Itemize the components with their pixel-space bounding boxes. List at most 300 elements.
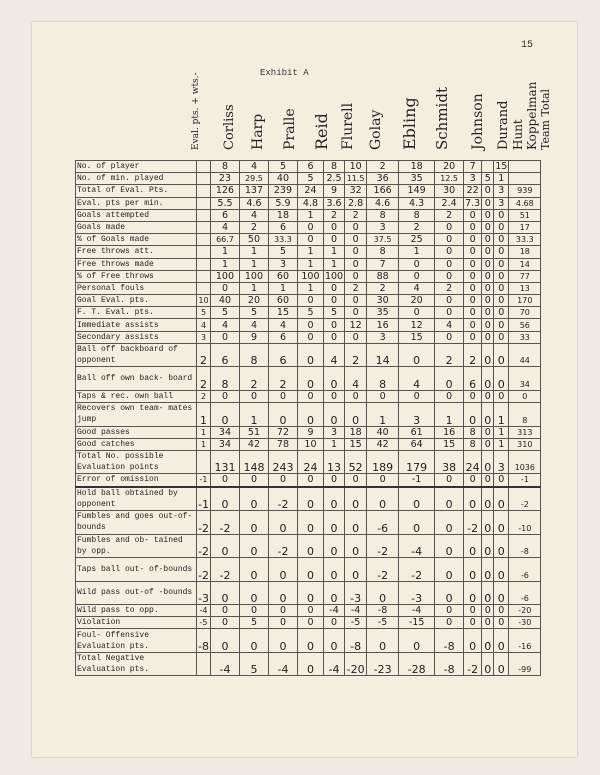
table-row	[76, 652, 541, 676]
value-cell: 0	[464, 295, 482, 307]
table-row	[76, 270, 541, 282]
value-cell: 0	[494, 343, 509, 367]
value-cell: 4	[399, 282, 435, 294]
value-cell: 61	[399, 426, 435, 438]
player-name: Reid	[312, 113, 331, 150]
table-row	[76, 173, 541, 185]
value-cell: 0	[210, 629, 239, 653]
value-cell: 0	[323, 295, 344, 307]
value-cell: 0	[210, 331, 239, 343]
value-cell: 0	[464, 221, 482, 233]
value-cell: 0	[345, 270, 367, 282]
value-cell: 0	[464, 617, 482, 629]
row-label: Wild pass out-of -bounds	[76, 581, 197, 605]
table-row	[76, 307, 541, 319]
value-cell: 100	[239, 270, 268, 282]
row-label: Foul- Offensive Evaluation pts.	[76, 629, 197, 653]
value-cell: 0	[297, 367, 323, 391]
value-cell: 5	[239, 652, 268, 676]
value-cell: 3	[494, 185, 509, 197]
value-cell: 0	[494, 319, 509, 331]
value-cell: 1	[435, 403, 464, 427]
value-cell: 36	[367, 173, 399, 185]
weight-cell: -8	[197, 629, 211, 653]
value-cell: 15	[435, 438, 464, 450]
value-cell: 18	[345, 426, 367, 438]
table-row	[76, 295, 541, 307]
table-row	[76, 246, 541, 258]
value-cell: 0	[323, 581, 344, 605]
value-cell: 243	[268, 450, 297, 474]
value-cell: 51	[509, 209, 541, 221]
row-label: No. of min. played	[76, 173, 197, 185]
value-cell: 0	[464, 246, 482, 258]
value-cell: 0	[210, 581, 239, 605]
value-cell: 0	[345, 558, 367, 582]
value-cell: 70	[509, 307, 541, 319]
row-label: Goals made	[76, 221, 197, 233]
table-row	[76, 629, 541, 653]
value-cell: 4	[399, 367, 435, 391]
table-row	[76, 161, 541, 173]
value-cell: 51	[239, 426, 268, 438]
value-cell: 0	[323, 403, 344, 427]
value-cell: 0	[210, 390, 239, 402]
value-cell: -2	[464, 511, 482, 535]
value-cell: 0	[494, 652, 509, 676]
value-cell: 0	[435, 390, 464, 402]
value-cell: 0	[435, 558, 464, 582]
value-cell: 0	[239, 605, 268, 617]
value-cell: 0	[435, 534, 464, 558]
value-cell: 0	[494, 581, 509, 605]
weight-cell: 2	[197, 390, 211, 402]
player-name: Harp	[250, 113, 266, 150]
value-cell: 0	[482, 652, 494, 676]
value-cell: 0	[239, 474, 268, 487]
value-cell: -2	[509, 487, 541, 511]
value-cell: 0	[323, 511, 344, 535]
value-cell: 4	[239, 319, 268, 331]
value-cell: 3.6	[323, 197, 344, 209]
value-cell: 0	[464, 581, 482, 605]
value-cell: 66.7	[210, 234, 239, 246]
value-cell	[482, 161, 494, 173]
value-cell: 18	[509, 246, 541, 258]
value-cell: 0	[482, 403, 494, 427]
value-cell: 5	[210, 307, 239, 319]
value-cell: 0	[482, 234, 494, 246]
table-row	[76, 390, 541, 402]
weight-cell	[197, 221, 211, 233]
value-cell: 0	[297, 390, 323, 402]
value-cell: 34	[509, 367, 541, 391]
value-cell: 2	[399, 221, 435, 233]
value-cell: 939	[509, 185, 541, 197]
row-label: Violation	[76, 617, 197, 629]
value-cell: 4	[210, 319, 239, 331]
value-cell: 2	[239, 221, 268, 233]
value-cell: 0	[297, 558, 323, 582]
value-cell: 1	[268, 282, 297, 294]
value-cell: -2	[399, 558, 435, 582]
value-cell: 56	[509, 319, 541, 331]
value-cell: 0	[297, 629, 323, 653]
row-label: Hold ball obtained by opponent	[76, 487, 197, 511]
value-cell: 0	[297, 234, 323, 246]
value-cell: 5	[239, 617, 268, 629]
value-cell: 1	[239, 246, 268, 258]
weight-cell: -4	[197, 605, 211, 617]
value-cell: 0	[268, 403, 297, 427]
value-cell: -6	[509, 581, 541, 605]
weight-cell	[197, 270, 211, 282]
player-name: Koppelman	[525, 81, 539, 150]
value-cell: 0	[494, 331, 509, 343]
value-cell: 7	[367, 258, 399, 270]
value-cell: 17	[509, 221, 541, 233]
value-cell: 0	[297, 319, 323, 331]
value-cell: 0	[345, 234, 367, 246]
value-cell: 64	[399, 438, 435, 450]
value-cell: -28	[399, 652, 435, 676]
value-cell: 0	[435, 246, 464, 258]
player-name: Johnson	[470, 93, 486, 150]
value-cell: 5	[297, 173, 323, 185]
weight-cell	[197, 246, 211, 258]
value-cell: 0	[494, 534, 509, 558]
value-cell: 0	[464, 403, 482, 427]
value-cell: 0	[210, 534, 239, 558]
value-cell: 0	[297, 221, 323, 233]
value-cell: 0	[345, 474, 367, 487]
value-cell: 8	[323, 161, 344, 173]
value-cell: 32	[345, 185, 367, 197]
value-cell: 0	[435, 605, 464, 617]
value-cell: 60	[268, 270, 297, 282]
value-cell: 0	[367, 390, 399, 402]
value-cell: 0	[323, 282, 344, 294]
value-cell: 0	[482, 558, 494, 582]
value-cell: 0	[268, 581, 297, 605]
value-cell: 0	[482, 295, 494, 307]
value-cell: 0	[494, 234, 509, 246]
value-cell: 0	[399, 487, 435, 511]
row-label: Fumbles and goes out-of-bounds	[76, 511, 197, 535]
value-cell: 137	[239, 185, 268, 197]
weight-cell: -2	[197, 534, 211, 558]
value-cell: 0	[464, 258, 482, 270]
value-cell: 0	[297, 295, 323, 307]
value-cell: 34	[210, 438, 239, 450]
value-cell: 0	[399, 390, 435, 402]
value-cell: 0	[494, 487, 509, 511]
value-cell: -2	[210, 558, 239, 582]
value-cell: 2	[464, 343, 482, 367]
value-cell: 0	[509, 390, 541, 402]
weight-cell	[197, 197, 211, 209]
value-cell: 0	[268, 629, 297, 653]
value-cell: 60	[268, 295, 297, 307]
value-cell: 15	[495, 161, 508, 173]
value-cell: 0	[482, 511, 494, 535]
table-row	[76, 581, 541, 605]
row-label: Error of omission	[76, 474, 197, 487]
player-name: Ebling	[400, 97, 419, 150]
value-cell: 8	[509, 403, 541, 427]
value-cell: 0	[464, 534, 482, 558]
value-cell: 2	[435, 343, 464, 367]
weight-cell	[197, 258, 211, 270]
value-cell: 131	[210, 450, 239, 474]
column-headers	[0, 0, 600, 160]
value-cell: 0	[345, 307, 367, 319]
row-label: Immediate assists	[76, 319, 197, 331]
value-cell: 4	[435, 319, 464, 331]
value-cell: 0	[268, 617, 297, 629]
value-cell: -2	[268, 534, 297, 558]
value-cell: 0	[482, 282, 494, 294]
value-cell: 0	[239, 487, 268, 511]
weight-cell: -2	[197, 511, 211, 535]
weight-cell: 1	[197, 403, 211, 427]
value-cell: -4	[399, 605, 435, 617]
value-cell: 0	[239, 558, 268, 582]
weight-cell	[197, 173, 211, 185]
table-row	[76, 331, 541, 343]
weight-cell: 1	[197, 426, 211, 438]
value-cell: 11.5	[345, 173, 367, 185]
value-cell: 14	[367, 343, 399, 367]
value-cell: 10	[345, 161, 367, 173]
value-cell: 149	[399, 185, 435, 197]
value-cell: 0	[210, 617, 239, 629]
value-cell: 1	[239, 282, 268, 294]
value-cell: 0	[464, 282, 482, 294]
value-cell: 2	[345, 282, 367, 294]
value-cell: 0	[323, 558, 344, 582]
table-row	[76, 197, 541, 209]
value-cell: 5	[323, 307, 344, 319]
table-row	[76, 617, 541, 629]
value-cell: -8	[435, 652, 464, 676]
value-cell: 1	[210, 258, 239, 270]
value-cell: 6	[297, 161, 323, 173]
value-cell: -20	[345, 652, 367, 676]
value-cell: 77	[509, 270, 541, 282]
value-cell: 0	[494, 246, 509, 258]
value-cell: 4.6	[239, 197, 268, 209]
weight-cell: 10	[198, 296, 209, 306]
value-cell: 0	[482, 390, 494, 402]
value-cell: 0	[435, 487, 464, 511]
row-label: No. of player	[76, 161, 197, 173]
value-cell: 44	[509, 343, 541, 367]
value-cell: 0	[494, 629, 509, 653]
value-cell: -23	[367, 652, 399, 676]
weight-cell	[197, 185, 211, 197]
value-cell: -8	[435, 629, 464, 653]
weight-cell: -2	[197, 558, 211, 582]
value-cell: 0	[494, 558, 509, 582]
value-cell: 50	[239, 234, 268, 246]
value-cell: 0	[494, 209, 509, 221]
value-cell: 38	[435, 450, 464, 474]
value-cell: 0	[464, 474, 482, 487]
value-cell: 2	[239, 367, 268, 391]
value-cell: -8	[367, 605, 399, 617]
row-label: Taps ball out- of-bounds	[76, 558, 197, 582]
value-cell: 0	[494, 221, 509, 233]
row-label: Free throws att.	[76, 246, 197, 258]
value-cell: 1	[494, 403, 509, 427]
value-cell: 0	[435, 331, 464, 343]
weight-cell: 4	[197, 319, 211, 331]
value-cell: 52	[345, 450, 367, 474]
value-cell: -5	[367, 617, 399, 629]
value-cell: 2.5	[323, 173, 344, 185]
value-cell: 33	[509, 331, 541, 343]
value-cell: 0	[367, 474, 399, 487]
player-name: Flurell	[340, 102, 356, 150]
player-name: Schmidt	[433, 87, 451, 150]
value-cell: 0	[494, 474, 509, 487]
value-cell: 0	[239, 534, 268, 558]
row-label: Goal Eval. pts.	[76, 295, 197, 307]
value-cell: -30	[509, 617, 541, 629]
value-cell: 1	[323, 438, 344, 450]
value-cell: 0	[345, 221, 367, 233]
value-cell: 0	[297, 534, 323, 558]
value-cell: 16	[435, 426, 464, 438]
value-cell: 0	[323, 629, 344, 653]
value-cell: 0	[323, 234, 344, 246]
value-cell: 6	[464, 367, 482, 391]
table-row	[76, 319, 541, 331]
weight-cell	[197, 450, 211, 474]
value-cell: 0	[367, 487, 399, 511]
value-cell: 5	[239, 307, 268, 319]
value-cell: 0	[482, 367, 494, 391]
value-cell: 8	[367, 367, 399, 391]
weight-cell	[197, 234, 211, 246]
value-cell: 0	[239, 581, 268, 605]
value-cell: 0	[482, 209, 494, 221]
value-cell: -4	[399, 534, 435, 558]
value-cell: -8	[345, 629, 367, 653]
value-cell: 0	[494, 617, 509, 629]
value-cell: 0	[297, 511, 323, 535]
value-cell: 0	[323, 319, 344, 331]
value-cell: 313	[509, 426, 541, 438]
value-cell: 12	[399, 319, 435, 331]
value-cell: 2	[345, 209, 367, 221]
table-row	[76, 426, 541, 438]
value-cell: 40	[268, 173, 297, 185]
weight-cell: -1	[197, 474, 211, 487]
value-cell: 6	[268, 221, 297, 233]
weight-cell: 5	[197, 307, 211, 319]
value-cell: 0	[239, 629, 268, 653]
value-cell: 1	[367, 403, 399, 427]
evaluation-table	[75, 160, 541, 676]
value-cell: 1	[297, 258, 323, 270]
weight-cell: -3	[197, 581, 211, 605]
value-cell: 1	[239, 403, 268, 427]
value-cell: 7	[464, 161, 482, 173]
value-cell: -4	[345, 605, 367, 617]
value-cell: 0	[482, 331, 494, 343]
weight-cell: -1	[197, 487, 211, 511]
value-cell: 0	[482, 438, 494, 450]
value-cell: 40	[210, 295, 239, 307]
value-cell: 3	[367, 221, 399, 233]
value-cell: 0	[464, 319, 482, 331]
value-cell: 0	[268, 558, 297, 582]
value-cell: 239	[268, 185, 297, 197]
value-cell: 0	[482, 185, 494, 197]
value-cell: 100	[210, 270, 239, 282]
value-cell: -99	[509, 652, 541, 676]
value-cell: 0	[367, 629, 399, 653]
value-cell: 0	[464, 605, 482, 617]
value-cell: 4.8	[297, 197, 323, 209]
value-cell: 20	[435, 161, 464, 173]
table-row	[76, 558, 541, 582]
value-cell: 0	[464, 331, 482, 343]
value-cell: 310	[509, 438, 541, 450]
value-cell: 42	[367, 438, 399, 450]
value-cell: 0	[494, 282, 509, 294]
row-label: Fumbles and ob- tained by opp.	[76, 534, 197, 558]
value-cell: -2	[210, 511, 239, 535]
weight-cell	[197, 282, 211, 294]
value-cell: 3	[268, 258, 297, 270]
value-cell: 0	[345, 390, 367, 402]
value-cell: 0	[435, 511, 464, 535]
value-cell: 0	[345, 534, 367, 558]
value-cell: 0	[345, 246, 367, 258]
value-cell: -6	[367, 511, 399, 535]
value-cell: 0	[435, 581, 464, 605]
value-cell: -15	[399, 617, 435, 629]
weight-cell: 1	[197, 438, 211, 450]
value-cell: 0	[435, 221, 464, 233]
value-cell: 0	[345, 487, 367, 511]
value-cell: -4	[323, 652, 344, 676]
value-cell	[509, 173, 541, 185]
value-cell: 8	[210, 161, 239, 173]
value-cell: -1	[399, 474, 435, 487]
value-cell: 0	[482, 487, 494, 511]
table-row	[76, 450, 541, 474]
value-cell: 29.5	[239, 173, 268, 185]
value-cell: 18	[399, 161, 435, 173]
value-cell: 4.6	[367, 197, 399, 209]
value-cell: 0	[435, 234, 464, 246]
value-cell: 0	[482, 605, 494, 617]
table-row	[76, 474, 541, 487]
page-number: 15	[521, 40, 534, 51]
value-cell: 2	[367, 282, 399, 294]
value-cell: 0	[210, 605, 239, 617]
table-row	[76, 343, 541, 367]
weight-cell: 3	[197, 331, 211, 343]
row-label: Taps & rec. own ball	[76, 390, 197, 402]
row-label: % of Free throws	[76, 270, 197, 282]
value-cell: 24	[464, 450, 482, 474]
value-cell: 8	[367, 209, 399, 221]
